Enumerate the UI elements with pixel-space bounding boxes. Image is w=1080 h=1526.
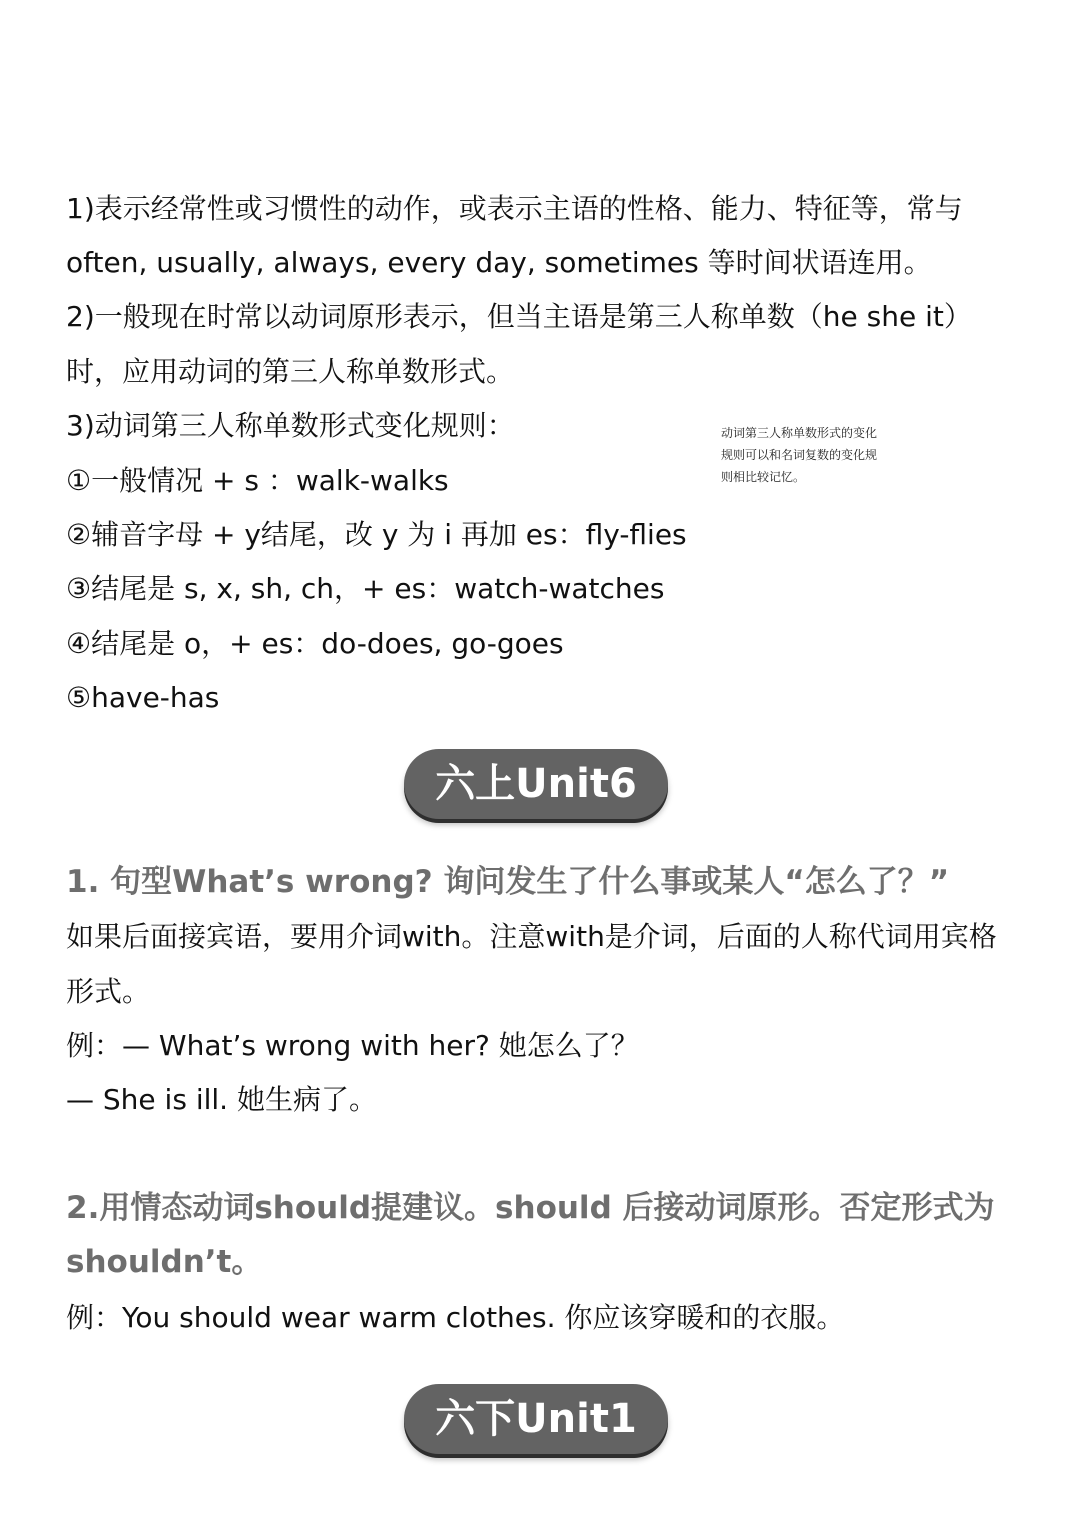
rule-item-3: ③结尾是 s, x, sh, ch，+ es：watch-watches: [66, 572, 665, 605]
side-note-line-3: 则相比较记忆。: [721, 470, 806, 484]
unit1-badge: 六下Unit1: [404, 1384, 668, 1454]
point1-line-1: 如果后面接宾语，要用介词with。注意with是介词，后面的人称代词用宾格: [66, 920, 997, 953]
rule-line-4: 时，应用动词的第三人称单数形式。: [66, 355, 515, 388]
point2-heading-line-1: 2.用情态动词should提建议。should 后接动词原形。否定形式为: [66, 1190, 995, 1226]
rule-line-2: often, usually, always, every day, sometimes 等时间状语连用。: [66, 246, 932, 279]
rule-item-2: ②辅音字母 + y结尾，改 y 为 i 再加 es：fly-flies: [66, 518, 687, 551]
side-note-line-2: 规则可以和名词复数的变化规: [721, 448, 878, 462]
side-note: [721, 422, 911, 488]
point2-example: 例：You should wear warm clothes. 你应该穿暖和的衣服。: [66, 1301, 845, 1334]
rule-line-3: 2)一般现在时常以动词原形表示，但当主语是第三人称单数（he she it）: [66, 300, 972, 333]
point1-example-1: 例：— What’s wrong with her? 她怎么了？: [66, 1029, 639, 1062]
point1-heading: 1. 句型What’s wrong? 询问发生了什么事或某人“怎么了？”: [66, 864, 950, 900]
point2-heading-line-2: shouldn’t。: [66, 1244, 263, 1280]
rule-line-1: 1)表示经常性或习惯性的动作，或表示主语的性格、能力、特征等，常与: [66, 192, 963, 225]
side-note-line-1: 动词第三人称单数形式的变化: [721, 426, 878, 440]
unit6-badge: 六上Unit6: [404, 749, 668, 819]
rule-item-1: ①一般情况 + s ：walk-walks: [66, 464, 449, 497]
point1-example-2: — She is ill. 她生病了。: [66, 1083, 377, 1116]
point1-line-2: 形式。: [66, 975, 151, 1008]
rule-item-4: ④结尾是 o，+ es：do-does, go-goes: [66, 627, 564, 660]
rule-line-5: 3)动词第三人称单数形式变化规则：: [66, 409, 515, 442]
rule-item-5: ⑤have-has: [66, 681, 220, 714]
